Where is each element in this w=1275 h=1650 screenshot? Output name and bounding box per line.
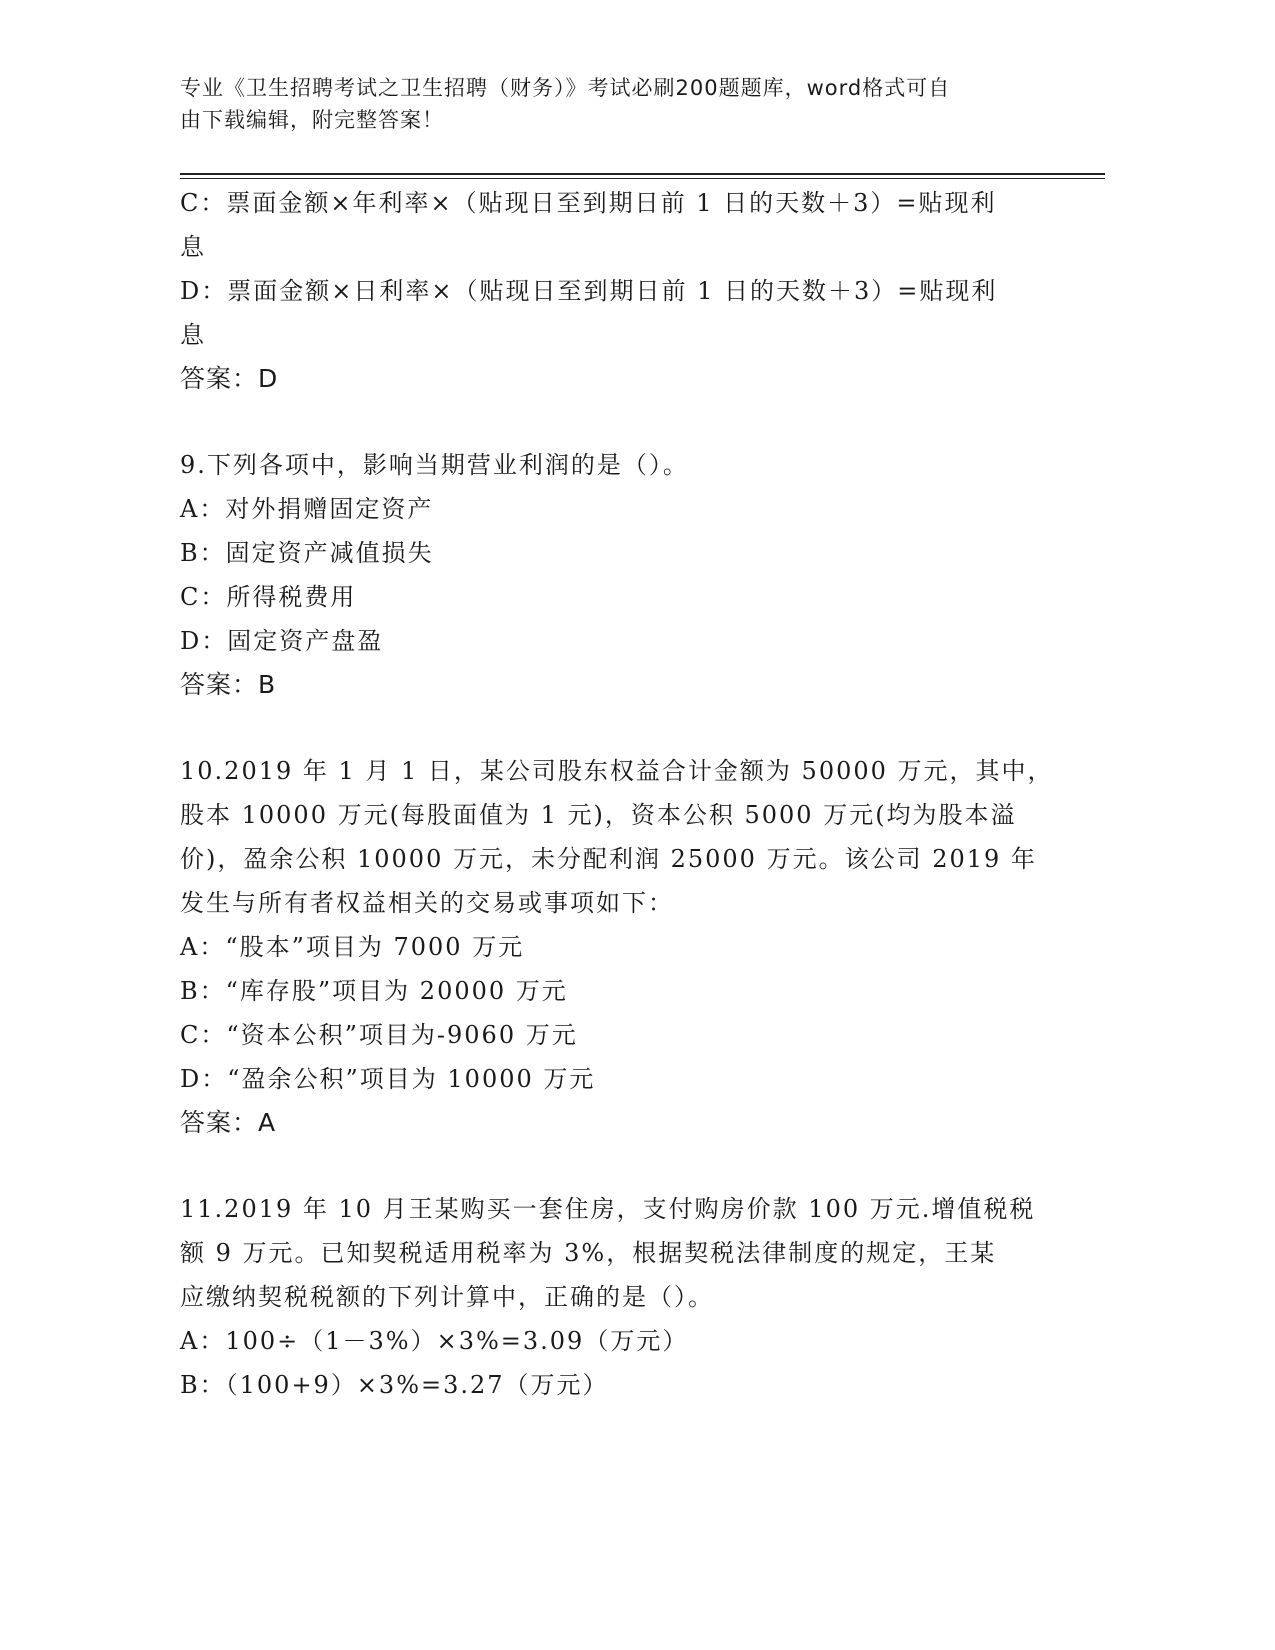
option-c-line-1: C：票面金额×年利率×（贴现日至到期日前 1 日的天数＋3）=贴现利	[180, 189, 997, 217]
question-stem-line-1: 11.2019 年 10 月王某购买一套住房，支付购房价款 100 万元.增值税税	[180, 1195, 1036, 1223]
question-spacer	[180, 401, 1040, 443]
option-a: A：100÷（1－3%）×3%=3.09（万元）	[180, 1327, 689, 1355]
header-divider-thick	[180, 173, 1105, 175]
question-spacer	[180, 1145, 1040, 1187]
option-d: D：固定资产盘盈	[180, 627, 384, 655]
question-10	[180, 749, 1054, 1145]
answer-line: 答案：D	[180, 364, 279, 393]
question-stem-line-2: 额 9 万元。已知契税适用税率为 3%，根据契税法律制度的规定，王某	[180, 1239, 997, 1267]
option-c: C：“资本公积”项目为-9060 万元	[180, 1021, 578, 1049]
document-header	[180, 72, 1080, 136]
option-d: D：“盈余公积”项目为 10000 万元	[180, 1065, 596, 1093]
question-stem-line-3: 应缴纳契税税额的下列计算中，正确的是（）。	[180, 1283, 714, 1311]
document-body	[180, 181, 1054, 1407]
answer-line: 答案：A	[180, 1108, 277, 1137]
question-stem-line-4: 发生与所有者权益相关的交易或事项如下：	[180, 889, 674, 917]
question-stem-line-1: 10.2019 年 1 月 1 日，某公司股东权益合计金额为 50000 万元，其中，	[180, 757, 1054, 785]
option-c: C：所得税费用	[180, 583, 357, 611]
option-b: B：（100+9）×3%=3.27（万元）	[180, 1371, 609, 1399]
question-spacer	[180, 707, 1040, 749]
header-title-line-1: 专业《卫生招聘考试之卫生招聘（财务）》考试必刷200题题库，word格式可自	[180, 76, 951, 100]
header-divider-thin	[180, 178, 1105, 179]
header-title-line-2: 由下载编辑，附完整答案！	[180, 108, 444, 132]
question-8-continued	[180, 181, 1040, 401]
option-b: B：固定资产减值损失	[180, 539, 434, 567]
question-stem-line-3: 价)，盈余公积 10000 万元，未分配利润 25000 万元。该公司 2019 年	[180, 845, 1037, 873]
option-a: A：“股本”项目为 7000 万元	[180, 933, 525, 961]
option-a: A：对外捐赠固定资产	[180, 495, 434, 523]
question-11	[180, 1187, 1040, 1407]
option-d-line-1: D：票面金额×日利率×（贴现日至到期日前 1 日的天数＋3）=贴现利	[180, 277, 998, 305]
option-c-line-2: 息	[180, 233, 206, 261]
question-stem: 9.下列各项中，影响当期营业利润的是（）。	[180, 451, 689, 479]
option-b: B：“库存股”项目为 20000 万元	[180, 977, 568, 1005]
question-stem-line-2: 股本 10000 万元(每股面值为 1 元)，资本公积 5000 万元(均为股本溢	[180, 801, 1017, 829]
answer-line: 答案：B	[180, 670, 277, 699]
option-d-line-2: 息	[180, 321, 206, 349]
question-9	[180, 443, 1040, 707]
